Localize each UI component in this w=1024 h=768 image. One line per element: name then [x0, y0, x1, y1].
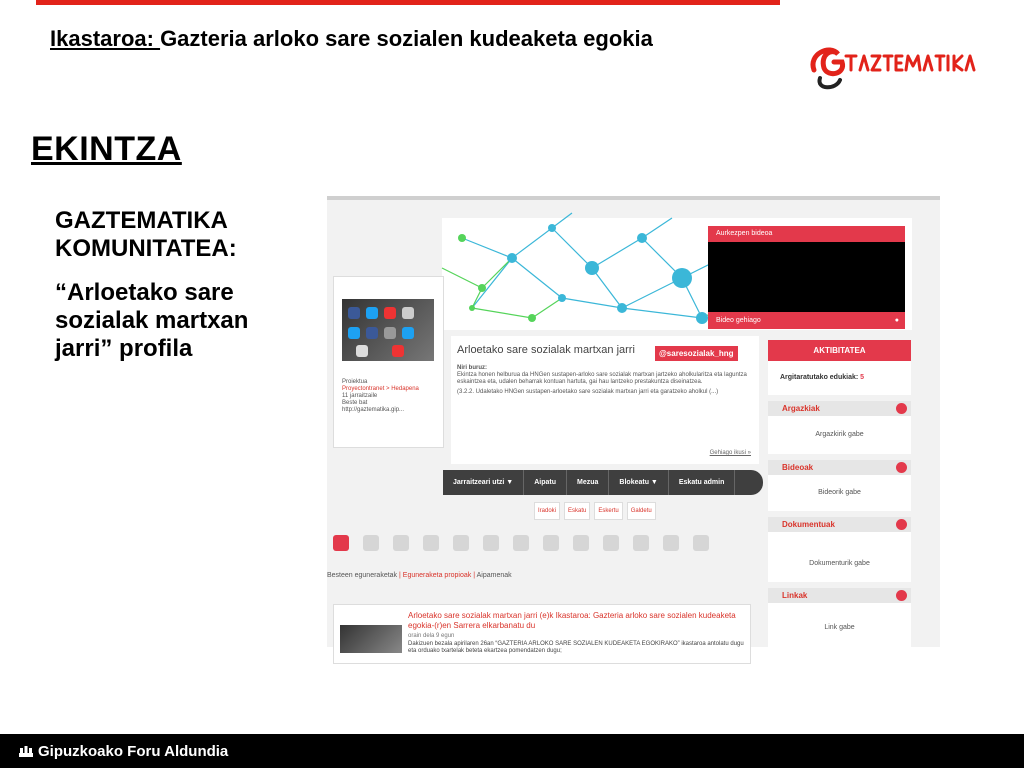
- gaztematika-logo: [806, 40, 986, 92]
- clipboard-icon[interactable]: [453, 535, 469, 551]
- hashtag-icon[interactable]: [543, 535, 559, 551]
- interaction-buttons: [534, 502, 656, 520]
- profile-project-link[interactable]: Proyectontranet > Hedapena: [342, 386, 419, 392]
- photos-empty: Argazkirik gabe: [768, 416, 911, 454]
- profile-followers: 11 jarraitzaile: [342, 393, 378, 399]
- post-body: Dakizuen bezala apirilaren 26an “GAZTERIA ARLOKO SARE SOZIALEN KUDEAKETA EGOKIRAKO” ikastaroa antolatu dugu eta orduako txartelak beteta ekartzea pomendatzen dugu;: [408, 641, 744, 654]
- left-text-block: [55, 207, 305, 363]
- profile-name: Arloetako sare sozialak martxan jarri: [457, 344, 635, 356]
- documents-widget-head[interactable]: [768, 517, 911, 532]
- videos-empty: Bideorik gabe: [768, 475, 911, 511]
- profile-handle: @saresozialak_hng: [655, 346, 738, 361]
- published-count: [768, 361, 911, 395]
- documents-empty: Dokumenturik gabe: [768, 532, 911, 582]
- filter-mentions[interactable]: Aipamenak: [476, 572, 512, 579]
- video-title: Aurkezpen bideoa: [708, 226, 905, 242]
- photos-title: Argazkiak: [782, 404, 820, 413]
- question-button[interactable]: Galdetu: [627, 502, 656, 520]
- published-number: 5: [860, 374, 865, 381]
- filter-own[interactable]: Eguneraketa propioak: [402, 572, 472, 579]
- community-screenshot: [327, 196, 940, 654]
- post-title[interactable]: Arloetako sare sozialak martxan jarri (e)k Ikastaroa: Gazteria arloko sare sozialen kudeaketa egokia-(r)en Sarrera elkarbanatu du: [408, 611, 736, 630]
- link-icon: [896, 590, 907, 601]
- activity-post[interactable]: [333, 604, 751, 664]
- close-icon[interactable]: ●: [894, 317, 899, 324]
- course-title: [50, 26, 653, 52]
- filter-others[interactable]: Besteen eguneraketak: [327, 572, 398, 579]
- ask-button[interactable]: Eskatu: [564, 502, 590, 520]
- top-rule: [36, 0, 780, 5]
- request-admin-button[interactable]: Eskatu admin: [669, 470, 736, 495]
- block-button[interactable]: Blokeatu ▼: [609, 470, 668, 495]
- updates-icon[interactable]: [333, 535, 349, 551]
- thank-button[interactable]: Eskertu: [594, 502, 622, 520]
- profile-image: [342, 299, 434, 361]
- post-text: [408, 611, 748, 655]
- profile-project: Proiektua: [342, 379, 368, 385]
- footer-bar: [0, 734, 1024, 768]
- camera-icon: [896, 403, 907, 414]
- links-title: Linkak: [782, 591, 808, 600]
- about-label: Niri buruz:: [457, 365, 487, 371]
- course-name: Gazteria arloko sare sozialen kudeaketa egokia: [160, 26, 653, 51]
- links-widget-head[interactable]: [768, 588, 911, 603]
- documents-title: Dokumentuak: [782, 520, 835, 529]
- profile-action-bar: [443, 470, 763, 495]
- profile-other: Beste bat: [342, 400, 368, 406]
- section-heading: EKINTZA: [31, 130, 182, 168]
- activity-sidebar: [768, 340, 911, 651]
- video-widget[interactable]: [708, 226, 905, 329]
- post-thumbnail: [340, 625, 402, 653]
- bookmark-icon[interactable]: [363, 535, 379, 551]
- network-icon[interactable]: [573, 535, 589, 551]
- profile-quote: “Arloetako sare sozialak martxan jarri” profila: [55, 279, 249, 362]
- suggest-button[interactable]: Iradoki: [534, 502, 560, 520]
- link-icon[interactable]: [693, 535, 709, 551]
- videos-widget-head[interactable]: [768, 460, 911, 475]
- more-videos-link[interactable]: [708, 312, 905, 329]
- about-text: Ekintza honen helburua da HNGen sustapen-arloko sare sozialak martxan jartzeko aholkularitza eta laguntza eskaintzea eta, udalen beharrak kontuan hartuta, gai hau lantzeko prestakuntza diseinatzea.: [457, 372, 747, 385]
- events-icon[interactable]: [423, 535, 439, 551]
- camera-icon[interactable]: [633, 535, 649, 551]
- content-type-tabs: [327, 530, 763, 556]
- book-icon: [896, 519, 907, 530]
- community-heading: GAZTEMATIKA KOMUNITATEA:: [55, 207, 237, 262]
- more-videos-label: Bideo gehiago: [716, 317, 761, 324]
- published-label: Argitaratutako edukiak:: [780, 374, 859, 381]
- question-icon[interactable]: [513, 535, 529, 551]
- activity-heading: AKTIBITATEA: [768, 340, 911, 361]
- profile-url[interactable]: http://gaztematika.gip...: [342, 407, 405, 413]
- profile-about-box: [451, 336, 759, 464]
- idea-icon[interactable]: [483, 535, 499, 551]
- photos-widget-head[interactable]: [768, 401, 911, 416]
- video-icon[interactable]: [663, 535, 679, 551]
- unfollow-button[interactable]: Jarraitzeari utzi ▼: [443, 470, 524, 495]
- videos-title: Bideoak: [782, 463, 814, 472]
- footer-label: Gipuzkoako Foru Aldundia: [38, 743, 229, 760]
- see-more-link[interactable]: Gehiago ikusi »: [709, 450, 751, 456]
- message-button[interactable]: Mezua: [567, 470, 609, 495]
- profile-info: [342, 379, 435, 414]
- post-time: orain dela 9 egun: [408, 633, 455, 639]
- profile-about: [457, 365, 753, 396]
- crest-icon: [18, 744, 34, 758]
- update-filters: Besteen eguneraketak | Eguneraketa propioak | Aipamenak: [327, 572, 512, 579]
- gaztematika-icon[interactable]: [393, 535, 409, 551]
- course-label: Ikastaroa:: [50, 26, 161, 51]
- about-text-2: (3.2.2. Udaletako HNGen sustapen-arloetako sare sozialak martxan jarri eta garatzeko aholkul (...): [457, 389, 719, 395]
- document-icon[interactable]: [603, 535, 619, 551]
- video-icon: [896, 462, 907, 473]
- links-empty: Link gabe: [768, 603, 911, 653]
- mention-button[interactable]: Aipatu: [524, 470, 567, 495]
- profile-card: [333, 276, 444, 448]
